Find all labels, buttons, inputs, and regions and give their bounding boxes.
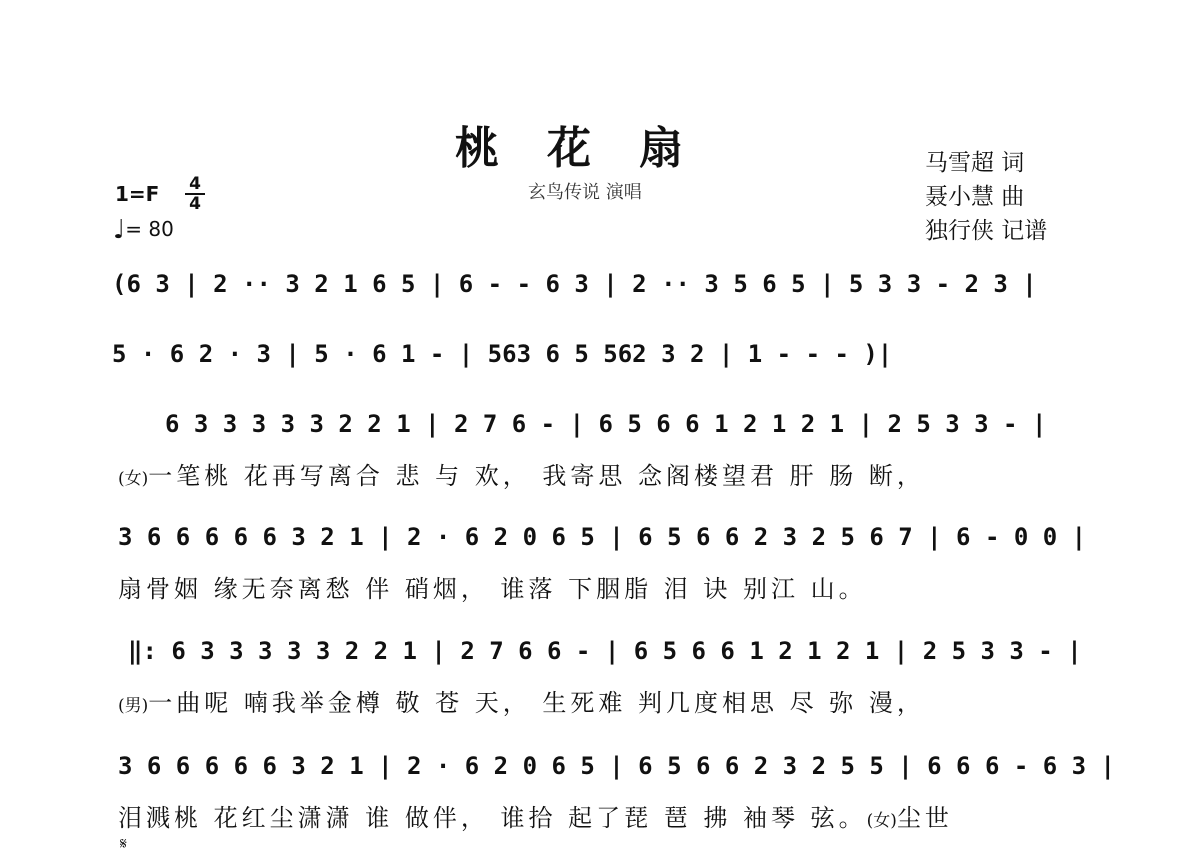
lyric-role-male: (男) [118, 696, 149, 716]
notation-line-5: ‖: 6 3 3 3 3 3 2 2 1 | 2 7 6 6 - | 6 5 6 6 1 2 1 2 1 | 2 5 3 3 - | [128, 637, 1082, 665]
lyric-line-3 [118, 456, 925, 491]
lyric-role-female-2: (女) [866, 811, 897, 831]
time-signature [185, 176, 205, 212]
lyric-line-5 [118, 683, 925, 718]
performer-credit: 玄鸟传说 演唱 [528, 182, 642, 203]
composer-credit: 聂小慧 曲 [925, 184, 1025, 210]
lyric-text-6: 泪溅桃 花红尘潇潇 谁 做伴， 谁拾 起了琵 琶 拂 袖琴 弦。 [118, 804, 867, 832]
credits-block [925, 146, 1047, 248]
lyric-text-5: 一曲呢 喃我举金樽 敬 苍 天， 生死难 判几度相思 尽 弥 漫， [148, 689, 925, 717]
time-signature-bottom: 4 [189, 194, 201, 214]
notation-line-3: 6 3 3 3 3 3 2 2 1 | 2 7 6 - | 6 5 6 6 1 2 1 2 1 | 2 5 3 3 - | [165, 410, 1047, 438]
lyric-text-3: 一笔桃 花再写离合 悲 与 欢， 我寄思 念阁楼望君 肝 肠 断， [148, 462, 925, 490]
lyric-line-6 [118, 798, 953, 833]
lyric-role-female: (女) [118, 469, 149, 489]
transcriber-credit: 独行侠 记谱 [925, 218, 1048, 244]
quarter-note-icon: ♩ [113, 215, 126, 245]
song-title: 桃花扇 [455, 123, 731, 174]
notation-line-4: 3 6 6 6 6 6 3 2 1 | 2 · 6 2 0 6 5 | 6 5 6 6 2 3 2 5 6 7 | 6 - 0 0 | [118, 523, 1087, 551]
time-signature-top: 4 [189, 174, 201, 194]
score-line-2 [0, 340, 1200, 400]
segno-icon: 𝄋 [120, 834, 127, 853]
notation-line-6: 3 6 6 6 6 6 3 2 1 | 2 · 6 2 0 6 5 | 6 5 6 6 2 3 2 5 5 | 6 6 6 - 6 3 | [118, 752, 1115, 780]
lyric-text-6-suffix: 尘世 [896, 804, 953, 832]
lyricist-credit: 马雪超 词 [925, 150, 1025, 176]
tempo-value: = 80 [125, 217, 174, 241]
notation-line-2: 5 · 6 2 · 3 | 5 · 6 1 - | 563 6 5 562 3 2 | 1 - - - )| [112, 340, 893, 368]
tempo-marking [113, 215, 174, 245]
notation-line-1: (6 3 | 2 ·· 3 2 1 6 5 | 6 - - 6 3 | 2 ·· 3 5 6 5 | 5 3 3 - 2 3 | [112, 270, 1037, 298]
key-signature: 1=F [115, 182, 160, 206]
score-line-1 [0, 270, 1200, 330]
lyric-line-4: 扇骨姻 缘无奈离愁 伴 硝烟， 谁落 下胭脂 泪 诀 别江 山。 [118, 575, 867, 603]
